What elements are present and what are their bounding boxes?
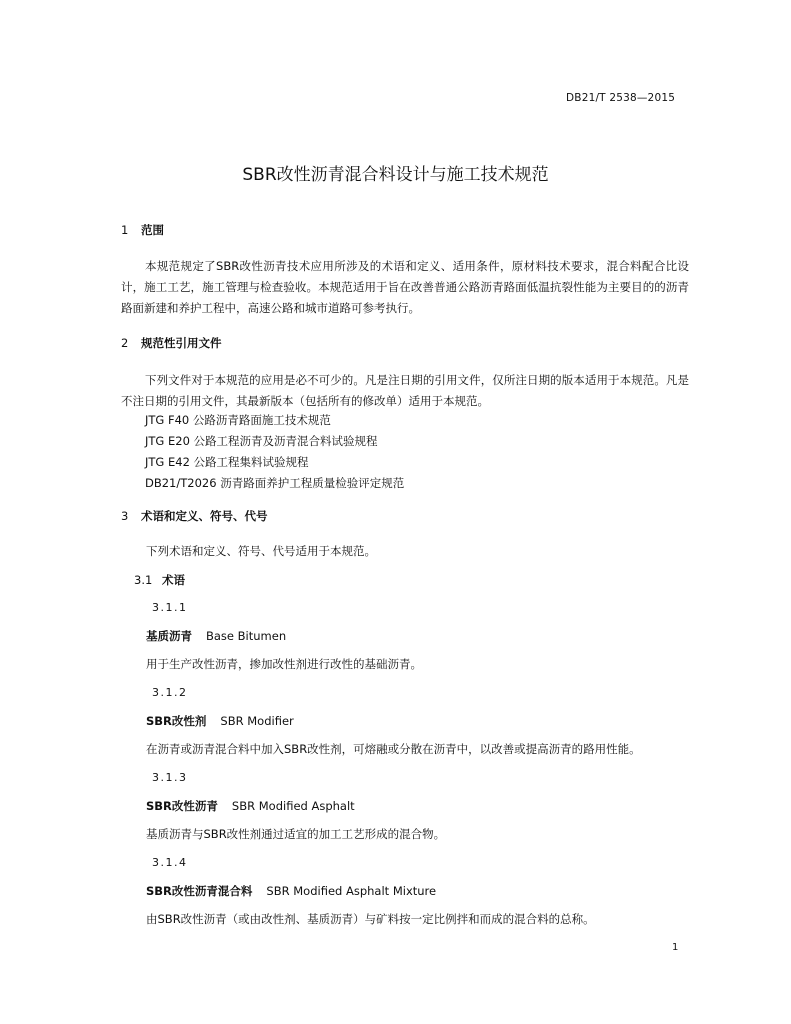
term-number: 3.1.4 bbox=[152, 856, 188, 869]
document-code: DB21/T 2538—2015 bbox=[566, 92, 676, 104]
reference-item: DB21/T2026 沥青路面养护工程质量检验评定规范 bbox=[145, 476, 405, 490]
subsection-number: 3.1 bbox=[134, 573, 153, 587]
term-name-zh: SBR改性沥青 bbox=[146, 799, 218, 813]
reference-item: JTG F40 公路沥青路面施工技术规范 bbox=[145, 413, 331, 427]
term-name-zh: SBR改性剂 bbox=[146, 714, 207, 728]
section-3-intro: 下列术语和定义、符号、代号适用于本规范。 bbox=[146, 544, 376, 558]
term-definition: 由SBR改性沥青（或由改性剂、基质沥青）与矿料按一定比例拌和而成的混合料的总称。 bbox=[146, 912, 595, 926]
term-name-en: SBR Modified Asphalt bbox=[231, 799, 355, 813]
term-name-en: SBR Modifier bbox=[220, 714, 294, 728]
section-2-heading bbox=[121, 335, 222, 351]
section-title: 术语和定义、符号、代号 bbox=[141, 509, 268, 523]
document-title: SBR改性沥青混合料设计与施工技术规范 bbox=[242, 165, 549, 185]
section-1-heading bbox=[121, 222, 164, 238]
section-title: 规范性引用文件 bbox=[141, 336, 222, 350]
term-name bbox=[146, 628, 286, 644]
subsection-heading bbox=[134, 572, 185, 588]
section-number: 2 bbox=[121, 336, 129, 350]
term-number: 3.1.3 bbox=[152, 771, 188, 784]
reference-item: JTG E20 公路工程沥青及沥青混合料试验规程 bbox=[145, 434, 378, 448]
term-definition: 用于生产改性沥青，掺加改性剂进行改性的基础沥青。 bbox=[146, 657, 422, 671]
section-title: 范围 bbox=[141, 223, 164, 237]
term-name-zh: 基质沥青 bbox=[146, 629, 192, 643]
section-2-paragraph: 下列文件对于本规范的应用是必不可少的。凡是注日期的引用文件，仅所注日期的版本适用于本规范。凡是不注日期的引用文件，其最新版本（包括所有的修改单）适用于本规范。 bbox=[121, 373, 689, 408]
term-name bbox=[146, 883, 436, 899]
term-name-en: SBR Modified Asphalt Mixture bbox=[266, 884, 437, 898]
section-number: 3 bbox=[121, 509, 129, 523]
section-3-heading bbox=[121, 508, 268, 524]
page-number: 1 bbox=[672, 942, 679, 953]
subsection-title: 术语 bbox=[162, 573, 185, 587]
section-number: 1 bbox=[121, 223, 129, 237]
term-definition: 在沥青或沥青混合料中加入SBR改性剂，可熔融或分散在沥青中，以改善或提高沥青的路用性能。 bbox=[146, 742, 641, 756]
term-name-zh: SBR改性沥青混合料 bbox=[146, 884, 253, 898]
term-number: 3.1.1 bbox=[152, 601, 188, 614]
term-name bbox=[146, 713, 294, 729]
term-number: 3.1.2 bbox=[152, 686, 188, 699]
term-name-en: Base Bitumen bbox=[206, 629, 287, 643]
term-definition: 基质沥青与SBR改性剂通过适宜的加工工艺形成的混合物。 bbox=[146, 827, 446, 841]
term-name bbox=[146, 798, 355, 814]
section-1-paragraph: 本规范规定了SBR改性沥青技术应用所涉及的术语和定义、适用条件，原材料技术要求，混合料配合比设计，施工工艺，施工管理与检查验收。本规范适用于旨在改善普通公路沥青路面低温抗裂性能为主要目的的沥青路面新建和养护工程中，高速公路和城市道路可参考执行。 bbox=[121, 259, 689, 315]
reference-item: JTG E42 公路工程集料试验规程 bbox=[145, 455, 309, 469]
